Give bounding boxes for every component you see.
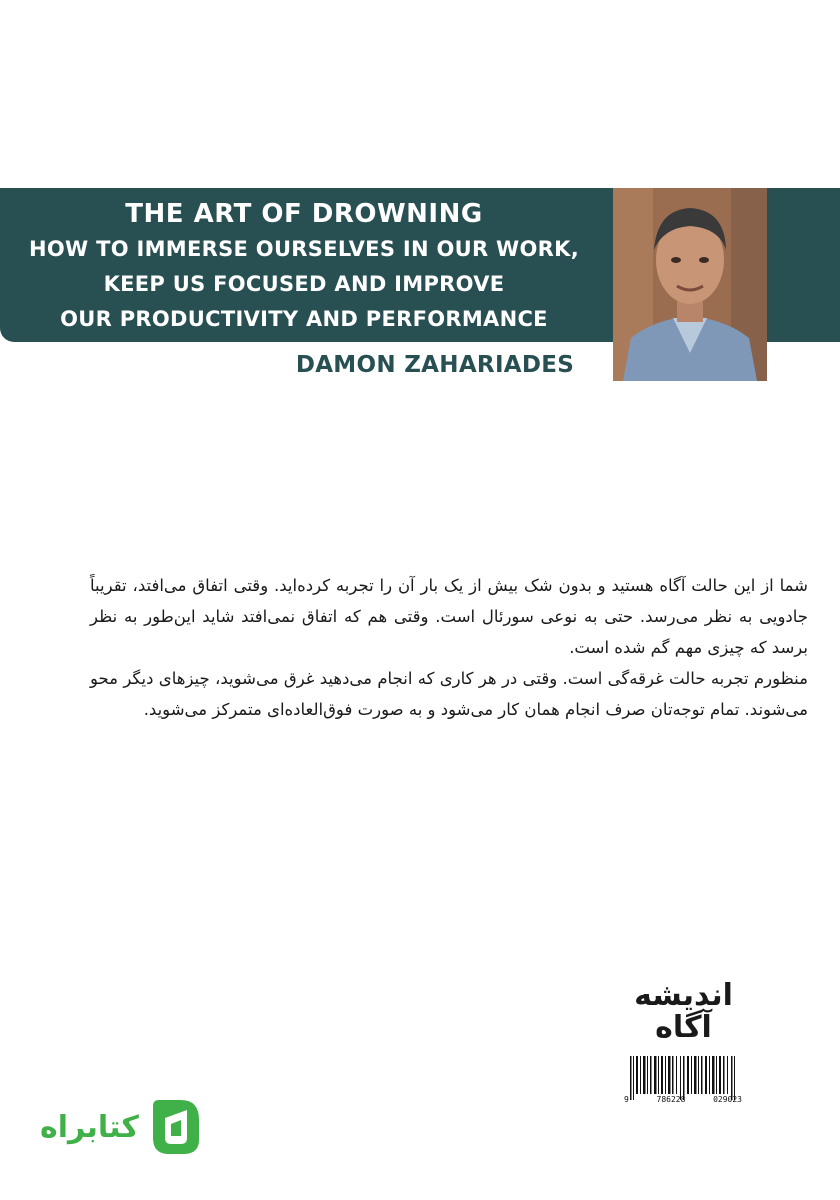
subtitle-line-2: KEEP US FOCUSED AND IMPROVE [103,272,505,296]
publisher-line-1: اندیشه [634,978,733,1013]
isbn-digit-group: 786228 [656,1095,686,1104]
publisher-line-2: آگاه [655,1010,712,1045]
book-title-block [0,196,608,337]
author-name: DAMON ZAHARIADES [295,352,575,378]
subtitle-line-3: OUR PRODUCTIVITY AND PERFORMANCE [60,307,548,331]
description-paragraph-2: منظورم تجربه حالت غرقه‌گی است. وقتی در هر کاری که انجام می‌دهید غرق می‌شوید، چیزهای دیگر محو می‌شوند. تمام توجه‌تان صرف انجام همان کار می‌شود و به صورت فوق‌العاده‌ای متمرکز می‌شوید. [90,669,808,719]
ketabrah-logo-icon [147,1096,205,1158]
subtitle-line-1: HOW TO IMMERSE OURSELVES IN OUR WORK, [29,237,579,261]
description-paragraph-1: شما از این حالت آگاه هستید و بدون شک بیش از یک بار آن را تجربه کرده‌اید. وقتی اتفاق می‌افتد، تقریباً جادویی به نظر می‌رسد. حتی به نوعی سورئال است. وقتی هم که اتفاق نمی‌افتد شاید این‌طور به نظر برسد که چیزی مهم گم شده است. [90,576,808,657]
book-description [90,570,808,725]
isbn-digit-group: 9 [624,1095,629,1104]
store-name: کتابراه [40,1109,139,1145]
isbn-digits [624,1095,742,1104]
store-logo [40,1094,210,1160]
publisher-logo [626,980,741,1044]
author-photo [613,188,767,381]
book-title: THE ART OF DROWNING [125,199,483,229]
isbn-digit-group: 029023 [713,1095,742,1104]
